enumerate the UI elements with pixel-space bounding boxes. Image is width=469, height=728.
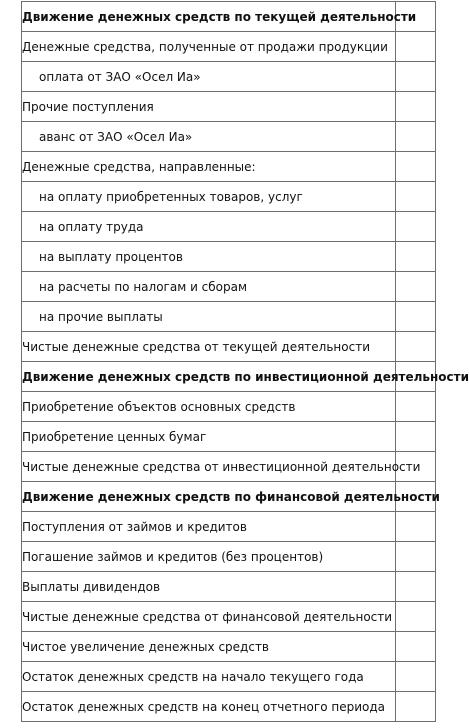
- table-row: [22, 152, 436, 182]
- table-row: [22, 512, 436, 542]
- value-cell: [396, 302, 436, 332]
- table-row: [22, 302, 436, 332]
- section-title: Движение денежных средств по инвестиционной деятельности: [22, 362, 396, 392]
- section-title: Движение денежных средств по текущей деятельности: [22, 2, 396, 32]
- row-label: Чистые денежные средства от текущей деятельности: [22, 332, 396, 362]
- row-label: на оплату труда: [22, 212, 396, 242]
- row-label: Денежные средства, направленные:: [22, 152, 396, 182]
- value-cell: [396, 152, 436, 182]
- table-row: [22, 182, 436, 212]
- cash-flow-table: [21, 1, 469, 722]
- section-title: Движение денежных средств по финансовой деятельности: [22, 482, 396, 512]
- table-row: [22, 242, 436, 272]
- value-cell: [396, 182, 436, 212]
- value-cell: [396, 632, 436, 662]
- table-row: [22, 272, 436, 302]
- table-row: [22, 422, 436, 452]
- value-cell: [396, 662, 436, 692]
- value-cell: [396, 272, 436, 302]
- value-cell: [396, 512, 436, 542]
- value-cell: [396, 212, 436, 242]
- value-cell: [396, 32, 436, 62]
- table-row: [22, 122, 436, 152]
- row-label: Остаток денежных средств на конец отчетного периода: [22, 692, 396, 722]
- table-row: [22, 572, 436, 602]
- section-header-row: [22, 482, 436, 512]
- row-label: Поступления от займов и кредитов: [22, 512, 396, 542]
- cash-flow-table-body: [22, 2, 469, 722]
- table-row: [22, 62, 436, 92]
- value-cell: [396, 332, 436, 362]
- row-label: Денежные средства, полученные от продажи продукции: [22, 32, 396, 62]
- row-label: Приобретение ценных бумаг: [22, 422, 396, 452]
- value-cell: [396, 242, 436, 272]
- row-label: на прочие выплаты: [22, 302, 396, 332]
- section-header-row: [22, 2, 436, 32]
- row-label: Погашение займов и кредитов (без процентов): [22, 542, 396, 572]
- row-label: аванс от ЗАО «Осел Иа»: [22, 122, 396, 152]
- row-label: Приобретение объектов основных средств: [22, 392, 396, 422]
- table-row: [22, 32, 436, 62]
- row-label: на выплату процентов: [22, 242, 396, 272]
- table-row: [22, 662, 436, 692]
- table-row: [22, 602, 436, 632]
- value-cell: [396, 122, 436, 152]
- table-row: [22, 692, 436, 722]
- row-label: Выплаты дивидендов: [22, 572, 396, 602]
- table-row: [22, 92, 436, 122]
- row-label: на оплату приобретенных товаров, услуг: [22, 182, 396, 212]
- table-row: [22, 392, 436, 422]
- table-row: [22, 332, 436, 362]
- table-row: [22, 632, 436, 662]
- row-label: Прочие поступления: [22, 92, 396, 122]
- row-label: Чистое увеличение денежных средств: [22, 632, 396, 662]
- table-row: [22, 212, 436, 242]
- value-cell: [396, 692, 436, 722]
- value-cell: [396, 542, 436, 572]
- value-cell: [396, 392, 436, 422]
- row-label: Остаток денежных средств на начало текущего года: [22, 662, 396, 692]
- value-cell: [396, 62, 436, 92]
- value-cell: [396, 602, 436, 632]
- table-row: [22, 452, 436, 482]
- value-cell: [396, 572, 436, 602]
- value-cell: [396, 422, 436, 452]
- value-cell: [396, 92, 436, 122]
- row-label: Чистые денежные средства от финансовой деятельности: [22, 602, 396, 632]
- table-row: [22, 542, 436, 572]
- row-label: Чистые денежные средства от инвестиционной деятельности: [22, 452, 396, 482]
- row-label: на расчеты по налогам и сборам: [22, 272, 396, 302]
- section-header-row: [22, 362, 436, 392]
- row-label: оплата от ЗАО «Осел Иа»: [22, 62, 396, 92]
